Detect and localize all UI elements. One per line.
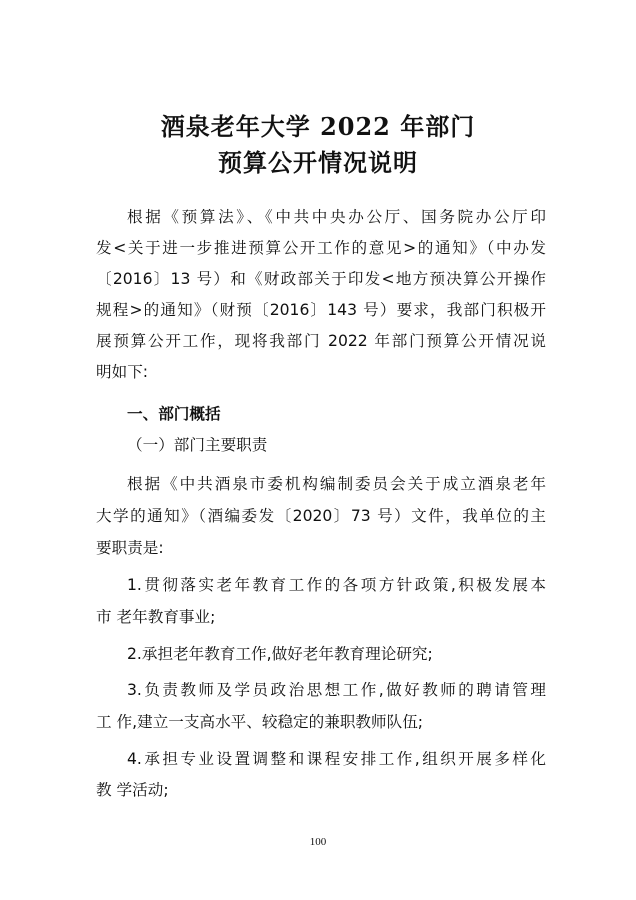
duty-item-4-line-2: 教 学活动; — [96, 781, 169, 799]
document-title-line-1: 酒泉老年大学 2022 年部门 — [160, 112, 476, 141]
section-heading-2: （一）部门主要职责 — [127, 436, 268, 454]
duty-item-3-line-1: 3.负责教师及学员政治思想工作,做好教师的聘请管理 — [127, 681, 546, 699]
paragraph-2-line-2: 大学的通知》（酒编委发〔2020〕73 号）文件，我单位的主 — [96, 507, 546, 525]
paragraph-1-line-2: 发<关于进一步推进预算公开工作的意见>的通知》（中办发 — [96, 239, 546, 257]
duty-item-3-line-2: 工 作,建立一支高水平、较稳定的兼职教师队伍; — [96, 713, 424, 731]
duty-item-1-line-1: 1.贯彻落实老年教育工作的各项方针政策,积极发展本 — [127, 576, 546, 594]
duty-item-4-line-1: 4.承担专业设置调整和课程安排工作,组织开展多样化 — [127, 750, 546, 768]
paragraph-1-line-1: 根据《预算法》、《中共中央办公厅、国务院办公厅印 — [127, 208, 546, 226]
document-title-line-2: 预算公开情况说明 — [218, 148, 418, 177]
duty-item-2-line-1: 2.承担老年教育工作,做好老年教育理论研究; — [127, 645, 433, 663]
duty-item-1-line-2: 市 老年教育事业; — [96, 608, 216, 626]
paragraph-2-line-1: 根据《中共酒泉市委机构编制委员会关于成立酒泉老年 — [127, 475, 546, 493]
paragraph-1-line-6: 明如下: — [96, 363, 149, 381]
paragraph-1-line-3: 〔2016〕13 号）和《财政部关于印发<地方预决算公开操作 — [96, 270, 546, 288]
section-heading-1: 一、部门概括 — [127, 405, 221, 423]
paragraph-2-line-3: 要职责是: — [96, 539, 164, 557]
paragraph-1-line-5: 展预算公开工作，现将我部门 2022 年部门预算公开情况说 — [96, 332, 546, 350]
paragraph-1-line-4: 规程>的通知》（财预〔2016〕143 号）要求，我部门积极开 — [96, 301, 546, 319]
page-number: 100 — [309, 836, 327, 848]
